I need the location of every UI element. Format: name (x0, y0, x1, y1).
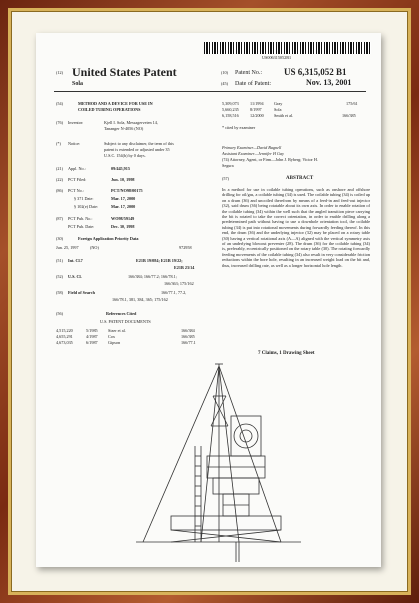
ref-class: 166/77.1 (181, 340, 196, 345)
ref-name: Sizer et al. (108, 328, 126, 333)
ref-number: 5,660,235 (222, 107, 239, 112)
ref-date: 6/1987 (86, 340, 98, 345)
inventor-address-2: Tananger N-4056 (NO) (104, 126, 144, 131)
field-label: Field of Search (68, 290, 95, 295)
inventor-label: Inventor: (68, 120, 84, 125)
invention-title-1: METHOD AND A DEVICE FOR USE IN (78, 101, 153, 106)
code-45: (45) (221, 81, 228, 86)
refs-heading: References Cited (106, 311, 137, 316)
pct-filed-value: Jun. 10, 1998 (111, 177, 135, 182)
coil-drum (234, 424, 258, 448)
patent-number: US 6,315,052 B1 (284, 67, 347, 77)
rig-base (171, 516, 281, 530)
ref-date: 11/1994 (250, 101, 264, 106)
code-87: (87) (56, 216, 63, 221)
ref-number: 4,655,291 (56, 334, 73, 339)
s102-value: Mar. 17, 2000 (111, 204, 136, 209)
barcode (204, 42, 371, 54)
code-57: (57) (222, 176, 229, 181)
pct-pub-label: PCT Pub. No.: (68, 216, 93, 221)
cited-by-examiner: * cited by examiner (222, 125, 256, 130)
ref-date: 12/2000 (250, 113, 264, 118)
ref-number: 4,673,035 (56, 340, 73, 345)
ref-class: 175/61 (346, 101, 358, 106)
pct-pub-value: WO98/59149 (111, 216, 135, 221)
code-12: (12) (56, 70, 63, 75)
appl-label: Appl. No.: (68, 166, 86, 171)
code-51: (51) (56, 258, 63, 263)
field-value-2: 166/78.1, 381, 384, 365; 175/162 (112, 297, 168, 302)
header-rule (54, 91, 366, 92)
ref-date: 5/1985 (86, 328, 98, 333)
ref-number: 6,158,516 (222, 113, 239, 118)
abstract-text: In a method for use in coilable tubing operations, such as onshore and offshore drilling for oil/gas, a coilable tubing (34) is used. The coilable tubing (34) is coiled up on a drum (36) and uncoiled therefrom by means of a feed-in and feed-out injector (32), said drum (36) being rotatable about its own axis. In order to enable rotation of the coilable tubing (34) within the well such that the angled transition piece carrying the bit is rotated to take the correct orientation, in order to enable drilling along a predetermined path without having to use a downhole orientation tool, the coilable tubing (34) is put into rotational movements during forwardly feeding thereof. In this end, the drum (36) and the underlying injector (32) may be placed on a rotary table (30) having a vertical rotational axis (A—A) aligned with the vertical symmetry axis of an underlying blowout preventer (28). The drum (36) for the coilable tubing (34) is, preferably, eccentrically positioned on the rotary table (30). The rotating forwardly feeding movements of the coilable tubing (34) also result in very considerable friction reductions within the bore hole, resulting in an increased weight load on the bit and, thus, increased drilling rate, as well as a longer horizontal hole length. (222, 187, 370, 268)
notice-text-3: U.S.C. 154(b) by 0 days. (104, 153, 146, 158)
patent-date: Nov. 13, 2001 (306, 78, 352, 87)
patent-title: United States Patent (72, 65, 177, 79)
pct-pub-date-label: PCT Pub. Date: (68, 224, 95, 229)
abstract-heading: ABSTRACT (286, 176, 314, 181)
s371-label: § 371 Date: (74, 196, 94, 201)
field-value-1: 166/77.1, 77.2, (161, 290, 187, 295)
ref-number: 5,309,073 (222, 101, 239, 106)
attorney-2: Segura (222, 163, 234, 168)
intcl-value-1: E21B 19/084; E21B 19/22; (136, 258, 183, 263)
invention-title-2: COILED TUBING OPERATIONS (78, 107, 141, 112)
attorney-1: (74) Attorney, Agent, or Firm—John J. Ryberg; Victor H. (222, 157, 318, 162)
code-86: (86) (56, 188, 63, 193)
patent-date-label: Date of Patent: (235, 81, 271, 87)
code-10: (10) (221, 70, 228, 75)
ref-class: 166/385 (342, 113, 356, 118)
pct-no-value: PCT/NO98/00175 (111, 188, 143, 193)
ref-number: 4,515,220 (56, 328, 73, 333)
priority-heading: Foreign Application Priority Data (78, 236, 139, 241)
s371-value: Mar. 17, 2000 (111, 196, 136, 201)
uscl-value-1: 166/384; 166/77.2; 166/78.1; (128, 274, 177, 279)
uscl-value-2: 166/363; 175/162 (164, 281, 194, 286)
priority-number: 972958 (179, 245, 192, 250)
code-22: (22) (56, 177, 63, 182)
s102-label: § 102(e) Date: (74, 204, 99, 209)
pct-pub-date-value: Dec. 30, 1998 (111, 224, 135, 229)
inventor-address-1: Kjell I. Sola, Messagerveien 14, (104, 120, 158, 125)
code-58: (58) (56, 290, 63, 295)
notice-text-1: Subject to any disclaimer, the term of this (104, 141, 174, 146)
priority-date: Jun. 25, 1997 (56, 245, 79, 250)
pct-no-label: PCT No.: (68, 188, 84, 193)
patent-drawing (131, 356, 306, 567)
intcl-value-2: E21B 23/14 (174, 265, 195, 270)
ref-name: Smith et al. (274, 113, 294, 118)
notice-text-2: patent is extended or adjusted under 35 (104, 147, 170, 152)
primary-examiner: Primary Examiner—David Bagnell (222, 145, 282, 150)
ref-class: 166/385 (181, 334, 195, 339)
code-76: (76) (56, 120, 63, 125)
guy-line-right (219, 366, 281, 542)
drum-housing (231, 416, 261, 456)
appl-value: 09/445,915 (111, 166, 130, 171)
code-21: (21) (56, 166, 63, 171)
inventor-surname: Sola (72, 81, 84, 87)
intcl-label: Int. Cl.7 (68, 258, 83, 263)
ref-name: Sola (274, 107, 282, 112)
guy-line-left (143, 366, 219, 542)
ref-name: Gipson (108, 340, 121, 345)
ref-class: 166/384 (181, 328, 195, 333)
ref-name: Gray (274, 101, 283, 106)
barcode-number: US006315052B1 (262, 55, 292, 60)
code-notice: (*) (56, 141, 61, 146)
priority-country: (NO) (90, 245, 99, 250)
ref-name: Cox (108, 334, 115, 339)
rotary-table (213, 478, 259, 494)
claims-count: 7 Claims, 1 Drawing Sheet (258, 351, 315, 356)
ref-date: 4/1987 (86, 334, 98, 339)
refs-subheading: U.S. PATENT DOCUMENTS (100, 319, 151, 324)
notice-label: Notice: (68, 141, 81, 146)
code-54: (54) (56, 101, 63, 106)
uscl-label: U.S. Cl. (68, 274, 82, 279)
patent-document (36, 33, 381, 567)
ref-date: 8/1997 (250, 107, 262, 112)
pct-filed-label: PCT Filed: (68, 177, 87, 182)
patent-no-label: Patent No.: (235, 70, 262, 76)
code-30: (30) (56, 236, 63, 241)
code-56: (56) (56, 311, 63, 316)
code-52: (52) (56, 274, 63, 279)
assistant-examiner: Assistant Examiner—Jennifer H Gay (222, 151, 284, 156)
